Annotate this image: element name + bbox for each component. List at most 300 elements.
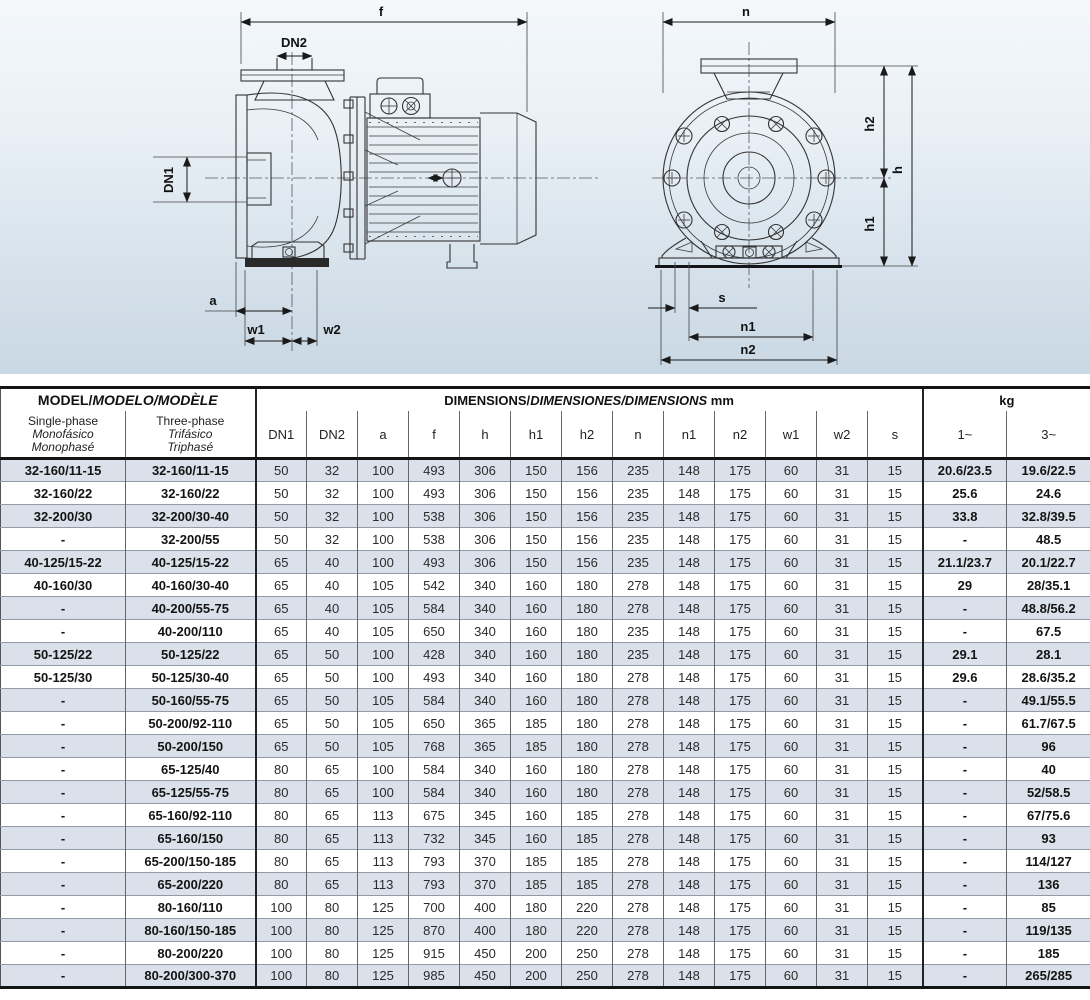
dimension-cell: 80 [256, 781, 307, 804]
dimension-cell: 65 [307, 804, 358, 827]
dimension-cell: 345 [460, 827, 511, 850]
dimension-cell: 148 [664, 804, 715, 827]
model-cell: 65-125/40 [126, 758, 256, 781]
column-header-kg-three: 3~ [1007, 411, 1090, 459]
dimension-cell: 148 [664, 505, 715, 528]
dimension-cell: 156 [562, 551, 613, 574]
pump-drawing-svg [0, 0, 1090, 374]
dimension-cell: 584 [409, 689, 460, 712]
dimension-cell: 160 [511, 758, 562, 781]
dimension-cell: 148 [664, 896, 715, 919]
dimension-cell: 105 [358, 574, 409, 597]
model-cell: - [1, 873, 126, 896]
dimension-cell: 60 [766, 666, 817, 689]
column-header-n2: n2 [715, 411, 766, 459]
dimension-cell: 15 [868, 666, 923, 689]
dimension-cell: 15 [868, 942, 923, 965]
dimension-cell: 15 [868, 482, 923, 505]
dimension-cell: 65 [307, 850, 358, 873]
weight-cell: - [923, 919, 1007, 942]
dimension-cell: 113 [358, 873, 409, 896]
dimension-cell: 148 [664, 689, 715, 712]
model-cell: 32-160/11-15 [126, 459, 256, 482]
dimension-cell: 40 [307, 620, 358, 643]
column-header-n: n [613, 411, 664, 459]
dimension-cell: 40 [307, 574, 358, 597]
dimension-cell: 150 [511, 459, 562, 482]
dimension-cell: 278 [613, 689, 664, 712]
model-cell: 65-200/220 [126, 873, 256, 896]
dimension-cell: 148 [664, 965, 715, 988]
dimension-cell: 185 [562, 873, 613, 896]
dimension-cell: 100 [256, 896, 307, 919]
dimension-cell: 125 [358, 919, 409, 942]
weight-cell: 61.7/67.5 [1007, 712, 1090, 735]
weight-cell: 25.6 [923, 482, 1007, 505]
weight-cell: - [923, 896, 1007, 919]
table-row [1, 873, 1090, 896]
dimension-cell: 60 [766, 873, 817, 896]
dimension-cell: 175 [715, 965, 766, 988]
weight-cell: 32.8/39.5 [1007, 505, 1090, 528]
dimension-cell: 365 [460, 712, 511, 735]
dimension-cell: 732 [409, 827, 460, 850]
front-view [648, 4, 918, 365]
dimension-cell: 50 [256, 505, 307, 528]
dimension-cell: 31 [817, 574, 868, 597]
dimension-cell: 80 [256, 804, 307, 827]
dimension-cell: 60 [766, 551, 817, 574]
table-row [1, 551, 1090, 574]
dimension-cell: 340 [460, 597, 511, 620]
dimension-cell: 15 [868, 689, 923, 712]
dimension-cell: 148 [664, 620, 715, 643]
dim-label-n: n [742, 4, 750, 19]
dimension-cell: 15 [868, 804, 923, 827]
dimension-cell: 148 [664, 758, 715, 781]
table-row [1, 482, 1090, 505]
dimension-cell: 40 [307, 597, 358, 620]
dimension-cell: 148 [664, 827, 715, 850]
dimension-cell: 60 [766, 758, 817, 781]
dimension-cell: 15 [868, 735, 923, 758]
model-cell: 80-160/110 [126, 896, 256, 919]
model-cell: 50-200/92-110 [126, 712, 256, 735]
dimension-cell: 428 [409, 643, 460, 666]
dimension-cell: 175 [715, 459, 766, 482]
dimension-cell: 148 [664, 459, 715, 482]
dimension-cell: 65 [256, 574, 307, 597]
dimension-cell: 50 [307, 689, 358, 712]
model-cell: - [1, 827, 126, 850]
weight-cell: 114/127 [1007, 850, 1090, 873]
dimension-cell: 538 [409, 528, 460, 551]
model-cell: 50-125/30-40 [126, 666, 256, 689]
dimension-cell: 31 [817, 551, 868, 574]
dimension-cell: 185 [511, 735, 562, 758]
dimension-cell: 175 [715, 597, 766, 620]
dimension-cell: 105 [358, 735, 409, 758]
dimension-cell: 60 [766, 689, 817, 712]
dimension-cell: 15 [868, 781, 923, 804]
dimension-cell: 148 [664, 597, 715, 620]
dimension-cell: 60 [766, 643, 817, 666]
dimension-cell: 15 [868, 620, 923, 643]
dimension-cell: 175 [715, 804, 766, 827]
dimension-cell: 148 [664, 873, 715, 896]
dimension-cell: 345 [460, 804, 511, 827]
dim-label-a: a [209, 293, 217, 308]
dimension-cell: 180 [511, 919, 562, 942]
dimension-cell: 15 [868, 758, 923, 781]
column-header-dn1: DN1 [256, 411, 307, 459]
weight-cell: 40 [1007, 758, 1090, 781]
dimension-cell: 60 [766, 459, 817, 482]
dimension-cell: 150 [511, 482, 562, 505]
weight-cell: 21.1/23.7 [923, 551, 1007, 574]
dimension-cell: 870 [409, 919, 460, 942]
dimension-cell: 80 [256, 758, 307, 781]
dimension-cell: 31 [817, 896, 868, 919]
dimension-cell: 100 [358, 551, 409, 574]
dimension-cell: 180 [562, 574, 613, 597]
side-view [153, 4, 600, 352]
dim-label-n1: n1 [740, 319, 756, 334]
model-cell: - [1, 919, 126, 942]
dim-label-h2: h2 [862, 116, 877, 132]
dimension-cell: 220 [562, 919, 613, 942]
model-cell: 65-125/55-75 [126, 781, 256, 804]
dimension-cell: 60 [766, 896, 817, 919]
weight-cell: 185 [1007, 942, 1090, 965]
table-row [1, 666, 1090, 689]
dimension-cell: 185 [511, 712, 562, 735]
dim-label-dn1: DN1 [161, 166, 176, 194]
weight-cell: 93 [1007, 827, 1090, 850]
dimension-cell: 200 [511, 965, 562, 988]
table-row [1, 781, 1090, 804]
model-cell: 32-160/22 [1, 482, 126, 505]
dimension-cell: 32 [307, 459, 358, 482]
dimension-cell: 160 [511, 620, 562, 643]
dimension-cell: 235 [613, 459, 664, 482]
dimension-cell: 400 [460, 919, 511, 942]
dimension-cell: 80 [307, 919, 358, 942]
weight-cell: 33.8 [923, 505, 1007, 528]
dimension-cell: 148 [664, 919, 715, 942]
dimension-cell: 105 [358, 689, 409, 712]
dimension-cell: 278 [613, 919, 664, 942]
table-row [1, 574, 1090, 597]
weight-cell: 52/58.5 [1007, 781, 1090, 804]
dimension-cell: 250 [562, 965, 613, 988]
model-cell: 32-200/30-40 [126, 505, 256, 528]
model-cell: 40-125/15-22 [126, 551, 256, 574]
dimension-cell: 113 [358, 804, 409, 827]
weight-cell: - [923, 965, 1007, 988]
model-cell: - [1, 712, 126, 735]
model-cell: 32-160/11-15 [1, 459, 126, 482]
dimension-cell: 148 [664, 643, 715, 666]
dimension-cell: 50 [307, 712, 358, 735]
table-row [1, 942, 1090, 965]
dimension-cell: 15 [868, 873, 923, 896]
dimension-cell: 80 [256, 850, 307, 873]
dimension-cell: 306 [460, 528, 511, 551]
dimension-cell: 180 [562, 597, 613, 620]
dimension-cell: 250 [562, 942, 613, 965]
dimension-cell: 175 [715, 758, 766, 781]
dimension-cell: 493 [409, 666, 460, 689]
dimension-cell: 340 [460, 666, 511, 689]
dimension-cell: 60 [766, 528, 817, 551]
dimension-cell: 105 [358, 620, 409, 643]
model-cell: 80-160/150-185 [126, 919, 256, 942]
dimension-cell: 180 [562, 781, 613, 804]
table-row [1, 827, 1090, 850]
table-row [1, 919, 1090, 942]
dimension-cell: 985 [409, 965, 460, 988]
weight-cell: 19.6/22.5 [1007, 459, 1090, 482]
model-cell: 65-160/150 [126, 827, 256, 850]
dimension-cell: 235 [613, 505, 664, 528]
dimension-cell: 493 [409, 459, 460, 482]
dimension-cell: 175 [715, 574, 766, 597]
dimension-cell: 160 [511, 689, 562, 712]
dimension-cell: 31 [817, 482, 868, 505]
model-cell: 80-200/220 [126, 942, 256, 965]
model-cell: 50-125/22 [1, 643, 126, 666]
dimension-cell: 185 [511, 873, 562, 896]
dimension-cell: 31 [817, 827, 868, 850]
column-header-h2: h2 [562, 411, 613, 459]
model-cell: - [1, 528, 126, 551]
dimension-cell: 340 [460, 781, 511, 804]
dimension-cell: 278 [613, 712, 664, 735]
model-cell: 50-160/55-75 [126, 689, 256, 712]
dimension-cell: 584 [409, 781, 460, 804]
dimension-cell: 450 [460, 942, 511, 965]
weight-cell: - [923, 804, 1007, 827]
dimension-cell: 100 [358, 528, 409, 551]
dimension-cell: 650 [409, 620, 460, 643]
dimension-cell: 65 [256, 666, 307, 689]
dimension-cell: 493 [409, 551, 460, 574]
dimension-cell: 160 [511, 597, 562, 620]
dimension-cell: 31 [817, 620, 868, 643]
dimension-cell: 50 [307, 643, 358, 666]
dimension-cell: 278 [613, 597, 664, 620]
dimension-cell: 175 [715, 850, 766, 873]
dimension-cell: 175 [715, 712, 766, 735]
dimension-cell: 80 [307, 896, 358, 919]
dimension-cell: 700 [409, 896, 460, 919]
table-row [1, 505, 1090, 528]
dimension-cell: 148 [664, 735, 715, 758]
pump-technical-drawing [0, 0, 1090, 374]
dimension-cell: 60 [766, 850, 817, 873]
dimension-cell: 148 [664, 850, 715, 873]
dimension-cell: 100 [358, 643, 409, 666]
table-row [1, 804, 1090, 827]
dimension-cell: 65 [307, 758, 358, 781]
dimension-cell: 180 [562, 620, 613, 643]
dimension-cell: 31 [817, 712, 868, 735]
dimension-cell: 113 [358, 827, 409, 850]
model-cell: - [1, 781, 126, 804]
dimension-cell: 365 [460, 735, 511, 758]
dimension-cell: 100 [358, 505, 409, 528]
dimension-cell: 60 [766, 482, 817, 505]
weight-cell: 24.6 [1007, 482, 1090, 505]
weight-cell: - [923, 873, 1007, 896]
dimension-cell: 80 [256, 873, 307, 896]
model-cell: 40-200/55-75 [126, 597, 256, 620]
dim-label-dn2: DN2 [280, 35, 308, 50]
table-row [1, 528, 1090, 551]
single-phase-column-header: Single-phase Monofásico Monophasé [27, 413, 99, 454]
table-row [1, 965, 1090, 988]
dimension-cell: 175 [715, 528, 766, 551]
dimension-cell: 156 [562, 528, 613, 551]
weight-cell: 29 [923, 574, 1007, 597]
weight-cell: 67/75.6 [1007, 804, 1090, 827]
dimension-cell: 31 [817, 689, 868, 712]
dimension-cell: 175 [715, 482, 766, 505]
dim-label-w2: w2 [323, 322, 341, 337]
dimension-cell: 100 [358, 482, 409, 505]
model-cell: 40-200/110 [126, 620, 256, 643]
model-cell: - [1, 896, 126, 919]
dimension-cell: 15 [868, 574, 923, 597]
dimension-cell: 306 [460, 551, 511, 574]
dimension-cell: 100 [358, 459, 409, 482]
column-header-dn2: DN2 [307, 411, 358, 459]
dim-label-h: h [890, 166, 905, 174]
dimension-cell: 175 [715, 551, 766, 574]
dimension-cell: 105 [358, 597, 409, 620]
dimension-cell: 31 [817, 781, 868, 804]
dimension-cell: 65 [307, 873, 358, 896]
dimension-cell: 80 [307, 965, 358, 988]
dimension-cell: 278 [613, 781, 664, 804]
dimension-cell: 235 [613, 528, 664, 551]
dimension-cell: 400 [460, 896, 511, 919]
dimension-cell: 306 [460, 482, 511, 505]
dim-label-n2: n2 [740, 342, 756, 357]
dimension-cell: 538 [409, 505, 460, 528]
weight-cell: 49.1/55.5 [1007, 689, 1090, 712]
model-cell: 50-125/30 [1, 666, 126, 689]
table-header [1, 388, 1090, 459]
dimension-cell: 200 [511, 942, 562, 965]
dimension-cell: 60 [766, 620, 817, 643]
weight-cell: 265/285 [1007, 965, 1090, 988]
weight-cell: - [923, 781, 1007, 804]
dim-label-w1: w1 [247, 322, 265, 337]
dimension-cell: 340 [460, 758, 511, 781]
column-header-h1: h1 [511, 411, 562, 459]
dimension-cell: 60 [766, 965, 817, 988]
dimension-cell: 180 [562, 643, 613, 666]
dimension-cell: 15 [868, 459, 923, 482]
dimension-cell: 185 [562, 804, 613, 827]
dimension-cell: 60 [766, 942, 817, 965]
dimension-cell: 156 [562, 482, 613, 505]
dimension-cell: 148 [664, 551, 715, 574]
table-row [1, 896, 1090, 919]
model-cell: - [1, 689, 126, 712]
column-header-a: a [358, 411, 409, 459]
dimension-cell: 148 [664, 528, 715, 551]
dimension-cell: 175 [715, 781, 766, 804]
dimension-cell: 915 [409, 942, 460, 965]
table-row [1, 643, 1090, 666]
dimension-cell: 150 [511, 528, 562, 551]
column-header-w2: w2 [817, 411, 868, 459]
dimension-cell: 340 [460, 689, 511, 712]
dimension-cell: 15 [868, 827, 923, 850]
weight-cell: - [923, 735, 1007, 758]
dimensions-table [0, 386, 1090, 989]
dimension-cell: 65 [256, 551, 307, 574]
dimension-cell: 50 [307, 666, 358, 689]
dimension-cell: 278 [613, 827, 664, 850]
dimension-cell: 278 [613, 850, 664, 873]
dimension-cell: 31 [817, 597, 868, 620]
dimension-cell: 15 [868, 643, 923, 666]
dimension-cell: 650 [409, 712, 460, 735]
column-header-kg-single: 1~ [923, 411, 1007, 459]
dimension-cell: 100 [358, 781, 409, 804]
dimension-cell: 15 [868, 965, 923, 988]
model-cell: 65-160/92-110 [126, 804, 256, 827]
dimension-cell: 60 [766, 804, 817, 827]
dimension-cell: 65 [256, 735, 307, 758]
dimension-cell: 148 [664, 666, 715, 689]
dimension-cell: 105 [358, 712, 409, 735]
weight-cell: 20.1/22.7 [1007, 551, 1090, 574]
dimension-cell: 125 [358, 896, 409, 919]
dimension-cell: 80 [307, 942, 358, 965]
dimension-cell: 180 [562, 712, 613, 735]
dimension-cell: 175 [715, 735, 766, 758]
dimension-cell: 50 [256, 482, 307, 505]
dimension-cell: 31 [817, 459, 868, 482]
table-row [1, 620, 1090, 643]
dimension-cell: 493 [409, 482, 460, 505]
dimension-cell: 278 [613, 873, 664, 896]
dimension-cell: 793 [409, 873, 460, 896]
dimension-cell: 31 [817, 919, 868, 942]
dimension-cell: 278 [613, 896, 664, 919]
dimension-cell: 31 [817, 505, 868, 528]
dimension-cell: 31 [817, 666, 868, 689]
model-cell: - [1, 965, 126, 988]
weight-cell: - [923, 597, 1007, 620]
model-cell: 80-200/300-370 [126, 965, 256, 988]
dimension-cell: 65 [256, 689, 307, 712]
dimension-cell: 180 [562, 735, 613, 758]
dimension-cell: 31 [817, 942, 868, 965]
dimension-cell: 65 [256, 597, 307, 620]
dimension-cell: 278 [613, 804, 664, 827]
dimension-cell: 768 [409, 735, 460, 758]
dimension-cell: 31 [817, 528, 868, 551]
dimension-cell: 60 [766, 597, 817, 620]
dimension-cell: 156 [562, 459, 613, 482]
dimension-cell: 306 [460, 459, 511, 482]
